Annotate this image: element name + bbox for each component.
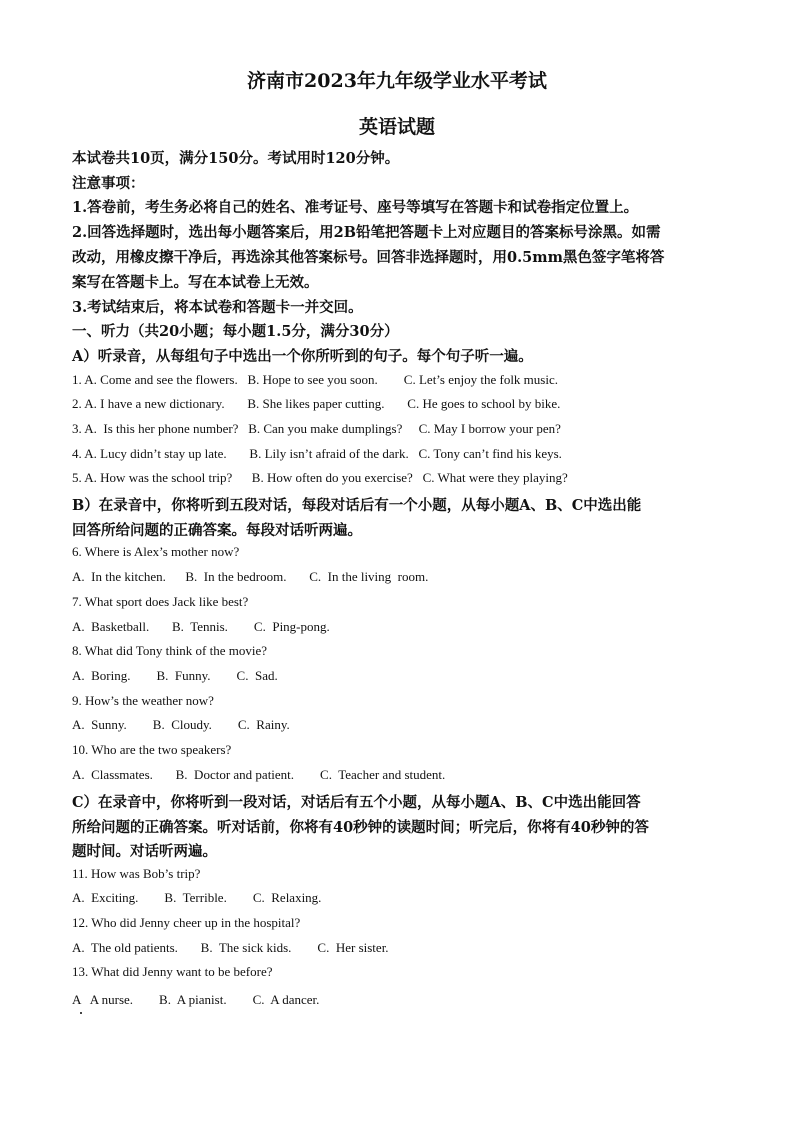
question-text: 11. How was Bob’s trip? bbox=[72, 866, 201, 881]
section-c-heading-3: 题时间。对话听两遍。 bbox=[72, 843, 217, 860]
rule-2-line-2: 改动，用橡皮擦干净后，再选涂其他答案标号。回答非选择题时，用0.5mm黑色签字笔将答 bbox=[72, 249, 665, 266]
section-b-heading-1: B）在录音中，你将听到五段对话，每段对话后有一个小题，从每小题A、B、C中选出能 bbox=[72, 497, 642, 514]
exam-title: 济南市2023年九年级学业水平考试 bbox=[247, 70, 547, 92]
question-text: 10. Who are the two speakers? bbox=[72, 742, 232, 757]
question-options: A. Basketball. B. Tennis. C. Ping-pong. bbox=[72, 619, 330, 634]
question-item: 1. A. Come and see the flowers. B. Hope to see you soon. C. Let’s enjoy the folk music. bbox=[72, 372, 558, 387]
question-options: A. Classmates. B. Doctor and patient. C. Teacher and student. bbox=[72, 767, 446, 782]
question-text: 9. How’s the weather now? bbox=[72, 693, 214, 708]
question-options: A A nurse. B. A pianist. C. A dancer. bbox=[72, 992, 320, 1007]
section-b-heading-2: 回答所给问题的正确答案。每段对话听两遍。 bbox=[72, 522, 362, 539]
question-options: A. Sunny. B. Cloudy. C. Rainy. bbox=[72, 717, 290, 732]
question-item: 3. A. Is this her phone number? B. Can you make dumplings? C. May I borrow your pen? bbox=[72, 421, 561, 436]
rule-3: 3.考试结束后，将本试卷和答题卡一并交回。 bbox=[72, 299, 363, 316]
question-text: 6. Where is Alex’s mother now? bbox=[72, 544, 240, 559]
question-text: 12. Who did Jenny cheer up in the hospital? bbox=[72, 915, 301, 930]
rule-1: 1.答卷前，考生务必将自己的姓名、准考证号、座号等填写在答题卡和试卷指定位置上。 bbox=[72, 199, 639, 216]
question-text: 8. What did Tony think of the movie? bbox=[72, 643, 268, 658]
exam-subtitle: 英语试题 bbox=[358, 116, 435, 138]
question-item: 2. A. I have a new dictionary. B. She likes paper cutting. C. He goes to school by bike. bbox=[72, 396, 561, 411]
intro-summary: 本试卷共10页，满分150分。考试用时120分钟。 bbox=[72, 150, 400, 167]
notice-heading: 注意事项： bbox=[72, 175, 145, 192]
rule-2-line-1: 2.回答选择题时，选出每小题答案后，用2B铅笔把答题卡上对应题目的答案标号涂黑。如需 bbox=[72, 224, 661, 241]
section-c-heading-1: C）在录音中，你将听到一段对话，对话后有五个小题，从每小题A、B、C中选出能回答 bbox=[72, 794, 641, 811]
question-options: A. In the kitchen. B. In the bedroom. C. In the living room. bbox=[72, 569, 429, 584]
section-c-heading-2: 所给问题的正确答案。听对话前，你将有40秒钟的读题时间；听完后，你将有40秒钟的答 bbox=[72, 819, 649, 836]
question-text: 13. What did Jenny want to be before? bbox=[72, 964, 273, 979]
question-text: 7. What sport does Jack like best? bbox=[72, 594, 249, 609]
part-1-heading: 一、听力（共20小题；每小题1.5分，满分30分） bbox=[72, 323, 399, 340]
section-a-heading: A）听录音，从每组句子中选出一个你所听到的句子。每个句子听一遍。 bbox=[72, 348, 533, 365]
question-item: 4. A. Lucy didn’t stay up late. B. Lily isn’t afraid of the dark. C. Tony can’t find his keys. bbox=[72, 446, 562, 461]
scan-speck bbox=[80, 1012, 82, 1014]
rule-2-line-3: 案写在答题卡上。写在本试卷上无效。 bbox=[72, 274, 319, 291]
question-options: A. Boring. B. Funny. C. Sad. bbox=[72, 668, 278, 683]
question-item: 5. A. How was the school trip? B. How often do you exercise? C. What were they playing? bbox=[72, 470, 568, 485]
question-options: A. The old patients. B. The sick kids. C. Her sister. bbox=[72, 940, 389, 955]
question-options: A. Exciting. B. Terrible. C. Relaxing. bbox=[72, 890, 322, 905]
